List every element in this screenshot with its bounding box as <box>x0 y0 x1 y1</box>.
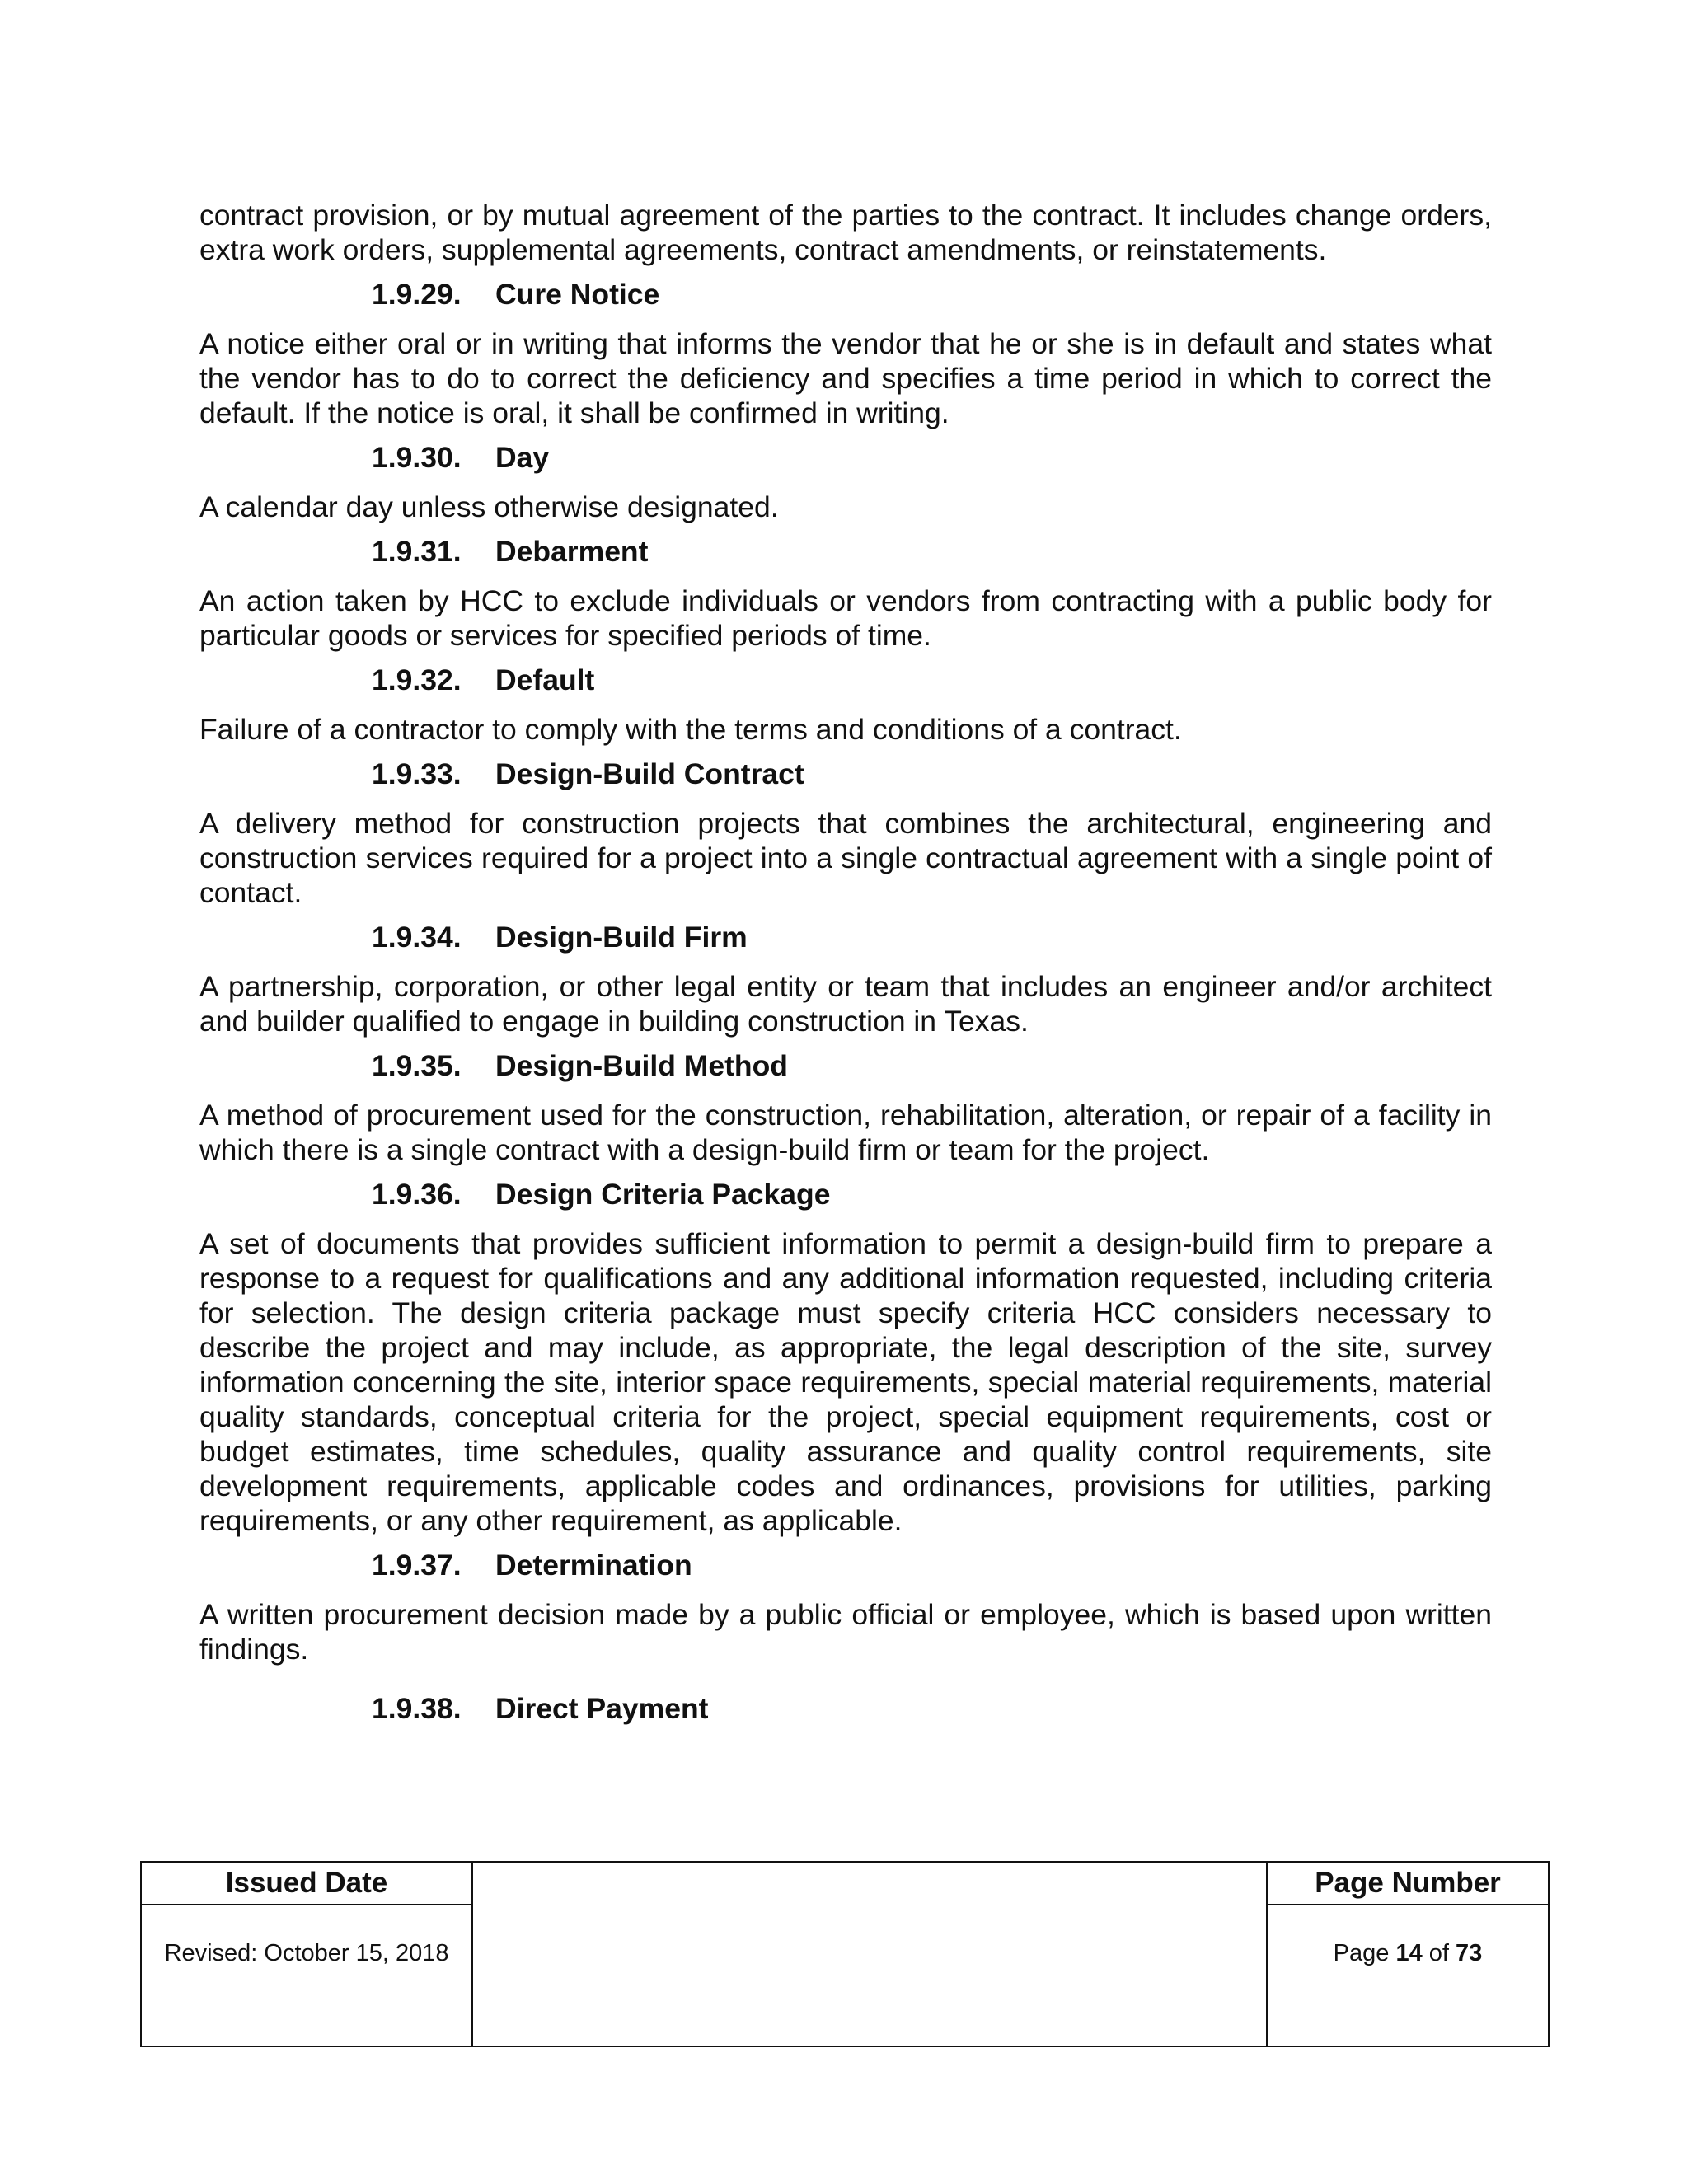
section-heading <box>199 1548 1492 1582</box>
section-number: 1.9.36. <box>372 1178 462 1211</box>
section-body: A delivery method for construction projects that combines the architectural, engineering and construction services required for a project into a single contractual agreement with a single point of contact. <box>199 807 1492 909</box>
page-footer-table <box>140 1861 1550 2047</box>
section-body: An action taken by HCC to exclude individuals or vendors from contracting with a public body for particular goods or services for specified periods of time. <box>199 584 1492 652</box>
section-body: A set of documents that provides sufficient information to permit a design-build firm to prepare a response to a request for qualifications and any additional information requested, including criteria for selection. The design criteria package must specify criteria HCC considers necessary to describe the project and may include, as appropriate, the legal description of the site, survey information concerning the site, interior space requirements, special material requirements, material quality standards, conceptual criteria for the project, special equipment requirements, cost or budget estimates, time schedules, quality assurance and quality control requirements, site development requirements, applicable codes and ordinances, provisions for utilities, parking requirements, or any other requirement, as applicable. <box>199 1227 1492 1537</box>
section-heading <box>199 1691 1492 1726</box>
section-number: 1.9.33. <box>372 757 462 790</box>
section-heading <box>199 440 1492 475</box>
section-1-9-35 <box>199 1048 1492 1167</box>
section-number: 1.9.34. <box>372 921 462 954</box>
section-title: Design Criteria Package <box>495 1178 831 1211</box>
section-heading <box>199 534 1492 569</box>
section-1-9-38 <box>199 1691 1492 1726</box>
section-number: 1.9.29. <box>372 278 462 311</box>
page-current: 14 <box>1395 1940 1423 1966</box>
intro-paragraph: contract provision, or by mutual agreement of the parties to the contract. It includes change orders, extra work orders, supplemental agreements, contract amendments, or reinstatements. <box>199 199 1492 266</box>
section-heading <box>199 920 1492 954</box>
section-number: 1.9.35. <box>372 1049 462 1082</box>
section-1-9-31 <box>199 534 1492 653</box>
section-number: 1.9.31. <box>372 535 462 568</box>
section-body: Failure of a contractor to comply with the terms and conditions of a contract. <box>199 713 1182 746</box>
section-title: Debarment <box>495 535 649 568</box>
section-body: A partnership, corporation, or other legal entity or team that includes an engineer and/or architect and builder qualified to engage in building construction in Texas. <box>199 970 1492 1038</box>
issued-date-label: Issued Date <box>141 1862 472 1905</box>
section-heading <box>199 277 1492 312</box>
section-1-9-30 <box>199 440 1492 524</box>
section-title: Default <box>495 663 595 696</box>
page-number-value <box>1267 1905 1549 2046</box>
section-body: A calendar day unless otherwise designated. <box>199 490 779 523</box>
section-title: Day <box>495 441 550 474</box>
page-of: of <box>1428 1940 1449 1966</box>
section-1-9-36 <box>199 1177 1492 1538</box>
footer-blank-cell <box>472 1862 1267 2046</box>
section-number: 1.9.32. <box>372 663 462 696</box>
section-1-9-37 <box>199 1548 1492 1666</box>
section-heading <box>199 1048 1492 1083</box>
section-title: Design-Build Firm <box>495 921 748 954</box>
section-body: A method of procurement used for the construction, rehabilitation, alteration, or repair of a facility in which there is a single contract with a design-build firm or team for the project. <box>199 1099 1492 1166</box>
section-title: Determination <box>495 1549 692 1582</box>
section-1-9-29 <box>199 277 1492 430</box>
section-1-9-32 <box>199 663 1492 747</box>
section-heading <box>199 1177 1492 1212</box>
section-1-9-34 <box>199 920 1492 1038</box>
page-number-label: Page Number <box>1267 1862 1549 1905</box>
section-title: Design-Build Contract <box>495 757 804 790</box>
section-number: 1.9.38. <box>372 1692 462 1725</box>
section-body: A notice either oral or in writing that informs the vendor that he or she is in default and states what the vendor has to do to correct the deficiency and specifies a time period in which to correct the default. If the notice is oral, it shall be confirmed in writing. <box>199 327 1492 429</box>
document-body <box>199 198 1492 1741</box>
section-heading <box>199 663 1492 697</box>
section-heading <box>199 757 1492 791</box>
page-prefix: Page <box>1333 1940 1390 1966</box>
section-body: A written procurement decision made by a public official or employee, which is based upon written findings. <box>199 1598 1492 1666</box>
section-title: Direct Payment <box>495 1692 709 1725</box>
issued-date-value: Revised: October 15, 2018 <box>141 1905 472 2046</box>
section-1-9-33 <box>199 757 1492 910</box>
page-total: 73 <box>1456 1940 1483 1966</box>
section-number: 1.9.37. <box>372 1549 462 1582</box>
section-number: 1.9.30. <box>372 441 462 474</box>
section-title: Cure Notice <box>495 278 660 311</box>
section-title: Design-Build Method <box>495 1049 788 1082</box>
